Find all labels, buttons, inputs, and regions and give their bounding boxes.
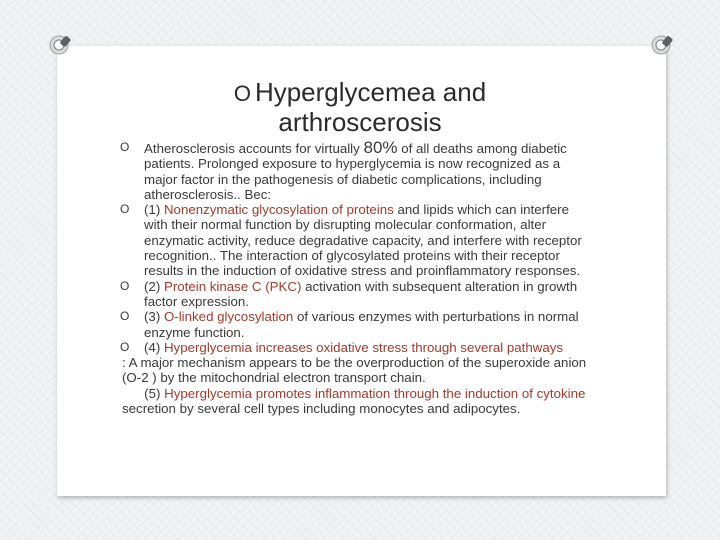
bullet-text: activation with subsequent alteration in growth factor expression.	[144, 278, 578, 309]
pushpin-icon	[648, 32, 674, 58]
highlighted-term: Nonenzymatic glycosylation of proteins	[163, 202, 394, 218]
highlighted-term: Hyperglycemia increases oxidative stress through several pathways	[163, 339, 564, 355]
bullet-marker: O	[120, 339, 130, 354]
paragraph-mechanism: : A major mechanism appears to be the overproduction of the superoxide anion (O-2 ) by the mitochondrial electron transport chain.	[122, 355, 587, 386]
highlighted-term: O-linked glycosylation	[163, 309, 294, 325]
title-line-2: arthroscerosis	[278, 107, 442, 137]
bullet-marker: O	[120, 309, 130, 324]
paragraph-prefix: (5)	[122, 385, 165, 401]
bullet-marker: O	[120, 140, 130, 154]
bullet-text: of various enzymes with perturbations in normal enzyme function.	[144, 309, 579, 340]
slide-title	[100, 78, 620, 137]
bullet-text: (3)	[144, 309, 164, 325]
bullet-item	[120, 340, 590, 355]
bullet-text: (1)	[144, 202, 164, 218]
bullet-item	[120, 279, 590, 310]
paragraph-text: secretion by several cell types including monocytes and adipocytes.	[122, 401, 521, 417]
slide-body	[120, 140, 590, 416]
bullet-text: Atherosclerosis accounts for virtually	[144, 141, 364, 156]
title-bullet: O	[233, 81, 251, 106]
pushpin-icon	[46, 32, 72, 58]
bullet-text: of all deaths among diabetic patients. Prolonged exposure to hyperglycemia is now recognized as a major factor in the pathogenesis of diabetic complications, including atherosclerosis.. Bec:	[144, 141, 567, 202]
bullet-item	[120, 140, 590, 202]
bullet-marker: O	[120, 278, 130, 293]
statistic-80-percent: 80%	[363, 138, 398, 157]
highlighted-term: Hyperglycemia promotes inflammation through the induction of cytokine	[164, 385, 586, 401]
bullet-item	[120, 202, 590, 278]
bullet-text: (4)	[144, 339, 164, 355]
bullet-item	[120, 309, 590, 340]
paragraph-inflammation	[120, 386, 590, 417]
bullet-marker: O	[120, 202, 130, 217]
highlighted-term: Protein kinase C (PKC)	[163, 278, 302, 294]
bullet-text: and lipids which can interfere with their normal function by disrupting molecular conformation, alter enzymatic activity, reduce degradative capacity, and interfere with receptor recognition.. The interaction of glycosylated proteins with their receptor results in the induction of oxidative stress and proinflammatory responses.	[144, 202, 582, 279]
title-line-1: Hyperglycemea and	[254, 77, 487, 107]
bullet-text: (2)	[144, 278, 164, 294]
